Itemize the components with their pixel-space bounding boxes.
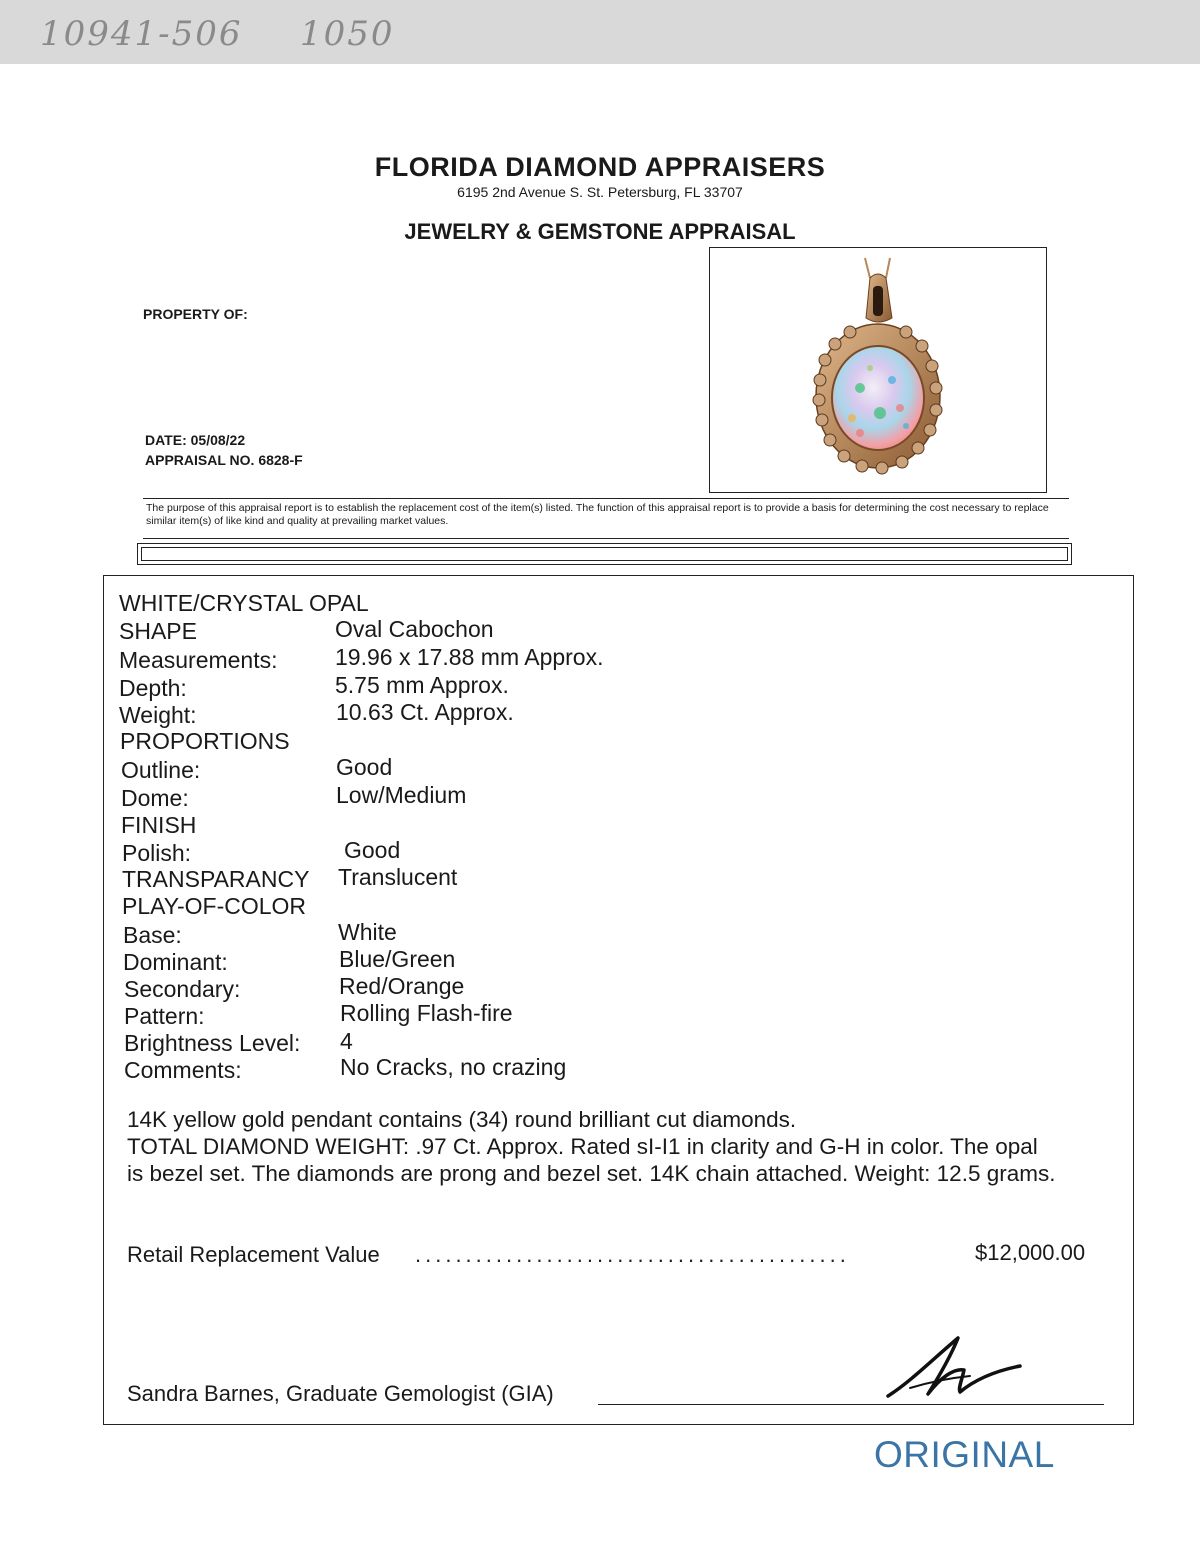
appraisal-details-box — [103, 575, 1134, 1425]
spec-label: SHAPE — [119, 618, 197, 644]
company-address: 6195 2nd Avenue S. St. Petersburg, FL 33707 — [457, 184, 743, 200]
spec-label: Base: — [123, 922, 182, 948]
section-label-finish: FINISH — [121, 812, 197, 838]
spec-label: Polish: — [122, 840, 192, 866]
handwritten-signature — [880, 1332, 1030, 1404]
spec-label: Comments: — [124, 1057, 242, 1083]
spec-value: Oval Cabochon — [335, 616, 494, 642]
signature-line — [598, 1404, 1104, 1405]
signer-name: Sandra Barnes, Graduate Gemologist (GIA) — [127, 1381, 554, 1406]
item-description — [127, 1106, 1127, 1187]
spec-value: Translucent — [338, 864, 458, 890]
double-frame-bar — [137, 543, 1072, 565]
original-stamp: ORIGINAL — [874, 1434, 1055, 1475]
spec-value: Good — [344, 837, 401, 863]
spec-label: Brightness Level: — [124, 1030, 301, 1056]
spec-value: 10.63 Ct. Approx. — [336, 699, 514, 725]
spec-value: Rolling Flash-fire — [340, 1000, 513, 1026]
opal-pendant-image — [710, 248, 1045, 491]
handwritten-code: 1050 — [300, 14, 395, 54]
spec-label: Secondary: — [124, 976, 241, 1002]
section-label-proportions: PROPORTIONS — [120, 728, 290, 754]
section-label-play-of-color: PLAY-OF-COLOR — [122, 893, 307, 919]
spec-label: Weight: — [119, 702, 197, 728]
retail-value-label: Retail Replacement Value — [127, 1242, 380, 1267]
stone-heading: WHITE/CRYSTAL OPAL — [119, 590, 369, 616]
spec-value: No Cracks, no crazing — [340, 1054, 567, 1080]
spec-value: Low/Medium — [336, 782, 467, 808]
spec-value: 5.75 mm Approx. — [335, 672, 509, 698]
divider-bottom — [143, 538, 1069, 539]
spec-label: Depth: — [119, 675, 187, 701]
company-name: FLORIDA DIAMOND APPRAISERS — [374, 152, 826, 182]
spec-value: Good — [336, 754, 393, 780]
appraisal-number-line: APPRAISAL NO. 6828-F — [145, 452, 303, 468]
description-line: 14K yellow gold pendant contains (34) round brilliant cut diamonds. — [127, 1107, 797, 1132]
purpose-statement: The purpose of this appraisal report is to establish the replacement cost of the item(s) listed. The function of this appraisal report is to provide a basis for determining the cost necessary to replace similar item(s) of like kind and quality at prevailing market values. — [146, 502, 1049, 527]
retail-value-amount: $12,000.00 — [975, 1240, 1086, 1265]
spec-label: TRANSPARANCY — [122, 866, 310, 892]
spec-label: Dome: — [121, 785, 189, 811]
spec-value: 19.96 x 17.88 mm Approx. — [335, 644, 604, 670]
spec-label: Dominant: — [123, 949, 228, 975]
handwritten-ref-number: 10941-506 — [40, 14, 243, 54]
spec-label: Outline: — [121, 757, 201, 783]
description-line: TOTAL DIAMOND WEIGHT: .97 Ct. Approx. Rated sI-I1 in clarity and G-H in color. The opal — [127, 1134, 1038, 1159]
pendant-photo — [709, 247, 1047, 493]
spec-label: Measurements: — [119, 647, 278, 673]
date-line: DATE: 05/08/22 — [145, 432, 246, 448]
divider-top — [143, 498, 1069, 499]
spec-value: Red/Orange — [339, 973, 465, 999]
property-of-label: PROPERTY OF: — [143, 306, 248, 322]
spec-value: Blue/Green — [339, 946, 456, 972]
leader-dots: ........................................... — [415, 1242, 850, 1267]
spec-label: Pattern: — [124, 1003, 205, 1029]
spec-value: White — [338, 919, 397, 945]
document-title: JEWELRY & GEMSTONE APPRAISAL — [404, 219, 796, 244]
description-line: is bezel set. The diamonds are prong and bezel set. 14K chain attached. Weight: 12.5 grams. — [127, 1161, 1056, 1186]
spec-value: 4 — [340, 1028, 353, 1054]
